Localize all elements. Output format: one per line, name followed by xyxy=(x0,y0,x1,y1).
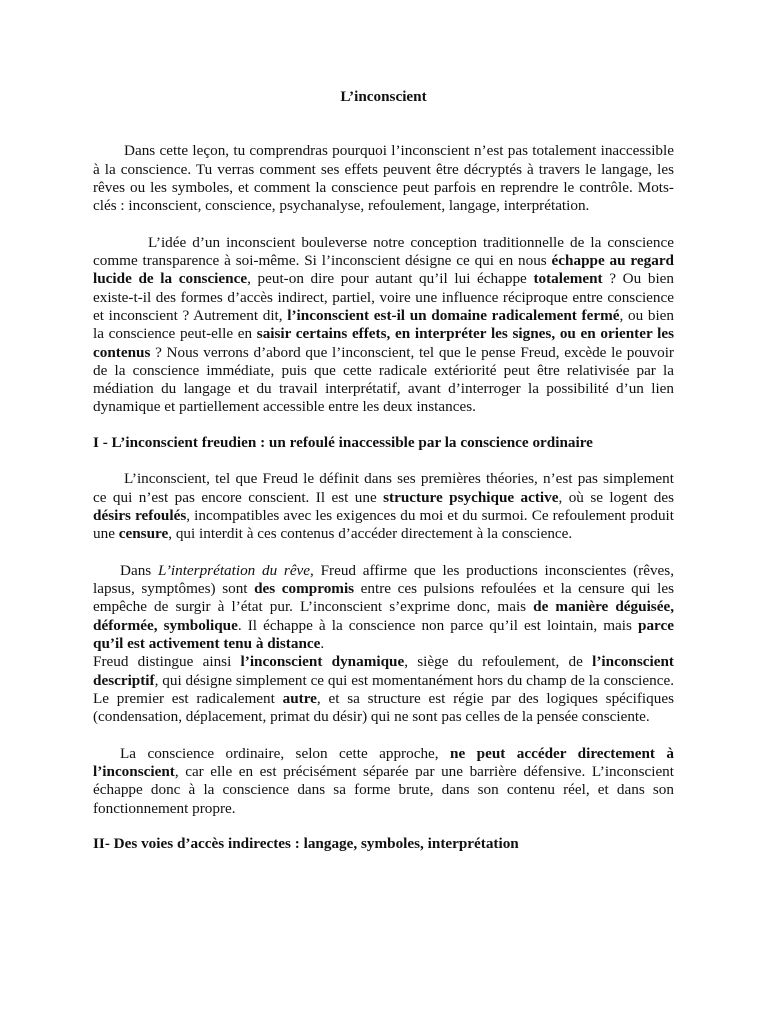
s1p4-bold-1: ne peut accéder directement à l’inconscient xyxy=(93,744,674,781)
s1p1-text-2: , où se logent des xyxy=(558,488,675,506)
s1p3-bold-3: autre xyxy=(282,689,317,707)
s1p3-bold-1: l’inconscient dynamique xyxy=(240,653,405,671)
intro-paragraph xyxy=(93,142,674,215)
s1p3-text-2: , siège du refoulement, de xyxy=(404,653,593,671)
section-2-heading: II- Des voies d’accès indirectes : langage, symboles, interprétation xyxy=(93,834,519,852)
problematique-paragraph xyxy=(93,234,674,417)
s1p2-text-1: Dans xyxy=(120,561,158,579)
s1p2-bold-1: des compromis xyxy=(254,580,355,598)
prob-text-2: , peut-on dire pour autant qu’il lui échappe xyxy=(247,270,534,288)
s1p3-text-4: , et sa structure est régie par des logiques spécifiques (condensation, déplacement, primat du désir) qui ne sont pas celles de la pensée consciente. xyxy=(93,689,674,726)
s1p2-text-5: . xyxy=(320,635,325,653)
prob-bold-4: saisir certains effets, en interpréter les signes, ou en orienter les contenus xyxy=(93,325,674,361)
section-1-paragraph-1 xyxy=(93,470,674,543)
s1p1-bold-1: structure psychique active xyxy=(383,488,559,506)
intro-text: Dans cette leçon, tu comprendras pourquoi l’inconscient n’est pas totalement inaccessible à la conscience. Tu verras comment ses effets peuvent être décryptés à travers le langage, les rêves ou les symboles, et comment la conscience peut parfois en reprendre le contrôle. Mots-clés : inconscient, conscience, psychanalyse, refoulement, langage, interprétation. xyxy=(93,142,674,215)
prob-text-3: ? Ou bien existe-t-il des formes d’accès indirect, partiel, voire une influence réciproque entre conscience et inconscient ? Autrement dit, xyxy=(93,270,675,324)
section-1-heading: I - L’inconscient freudien : un refoulé inaccessible par la conscience ordinaire xyxy=(93,433,593,451)
s1p4-text-1: La conscience ordinaire, selon cette approche, xyxy=(120,744,451,762)
page-title: L’inconscient xyxy=(340,88,427,105)
s1p2-text-4: . Il échappe à la conscience non parce qu’il est lointain, mais xyxy=(237,616,638,634)
s1p1-bold-3: censure xyxy=(118,525,169,543)
s1p2-bold-2: de manière déguisée, déformée, symbolique xyxy=(93,598,675,634)
s1p2-text-2: , Freud affirme que les productions inconscientes (rêves, lapsus, symptômes) sont xyxy=(93,561,675,598)
prob-bold-3: l’inconscient est-il un domaine radicalement fermé xyxy=(287,306,620,324)
s1p3-text-3: , qui désigne simplement ce qui est momentanément hors du champ de la conscience. Le premier est radicalement xyxy=(93,671,674,707)
s1p4-text-2: , car elle en est précisément séparée par une barrière défensive. L’inconscient échappe donc à la conscience dans sa forme brute, dans son contenu réel, et dans son fonctionnement propre. xyxy=(93,763,674,817)
s1p1-text-3: , incompatibles avec les exigences du moi et du surmoi. Ce refoulement produit une xyxy=(93,506,674,543)
prob-text-4: , ou bien la conscience peut-elle en xyxy=(93,306,674,343)
s1p1-text-4: , qui interdit à ces contenus d’accéder directement à la conscience. xyxy=(168,525,573,543)
section-1-paragraph-3 xyxy=(93,653,674,726)
s1p3-text-1: Freud distingue ainsi xyxy=(93,653,241,671)
s1p3-bold-2: l’inconscient descriptif xyxy=(93,653,674,689)
s1p2-text-3: entre ces pulsions refoulées et la censure qui les empêche de surgir à l’état pur. L’inconscient s’exprime donc, mais xyxy=(93,580,674,616)
prob-bold-2: totalement xyxy=(533,270,603,288)
s1p2-bold-3: parce qu’il est activement tenu à distance xyxy=(93,616,674,653)
prob-bold-1: échappe au regard lucide de la conscience xyxy=(93,252,675,288)
document-page xyxy=(93,88,674,853)
prob-text-5: ? Nous verrons d’abord que l’inconscient, tel que le pense Freud, excède le pouvoir de la conscience immédiate, puis que cette radicale extériorité peut être relativisée par la médiation du langage et du travail interprétatif, avant d’interroger la possibilité d’un lien dynamique et partiellement accessible entre les deux instances. xyxy=(93,343,674,416)
s1p1-text-1: L’inconscient, tel que Freud le définit dans ses premières théories, n’est pas simplement ce qui n’est pas encore conscient. Il est une xyxy=(93,470,674,506)
s1p2-italic-1: L’interprétation du rêve xyxy=(157,561,311,579)
section-1-paragraph-2 xyxy=(93,562,674,653)
prob-text-1: L’idée d’un inconscient bouleverse notre conception traditionnelle de la conscience comme transparence à soi-même. Si l’inconscient désigne ce qui en nous xyxy=(93,233,674,270)
s1p1-bold-2: désirs refoulés xyxy=(93,506,187,524)
section-1-paragraph-4 xyxy=(93,745,674,818)
